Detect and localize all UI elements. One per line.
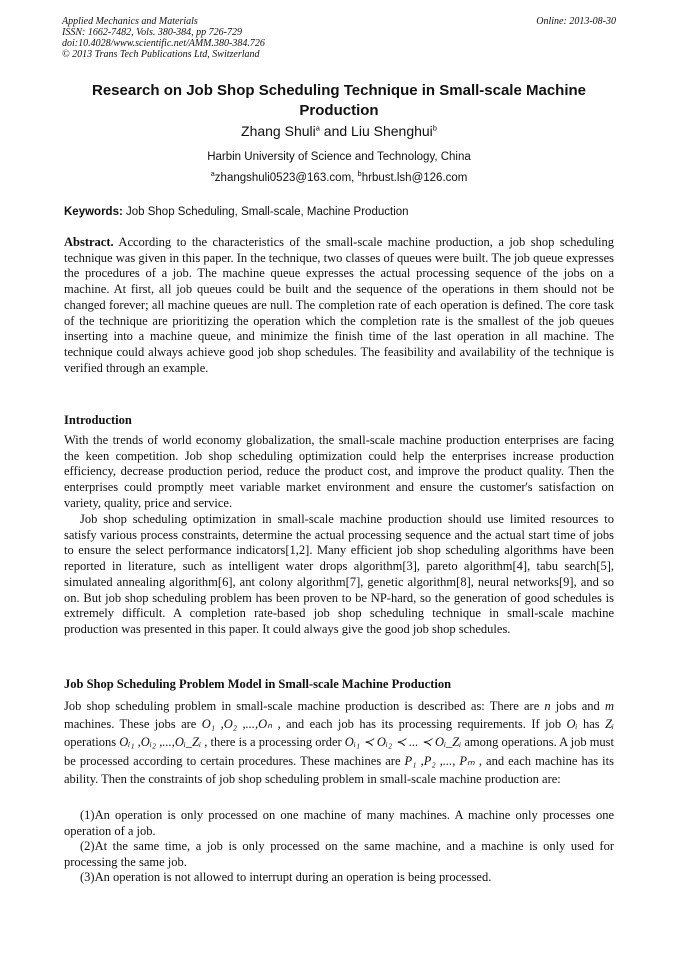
abstract [64,235,614,376]
paper-title: Research on Job Shop Scheduling Technique in Small-scale Machine Production [92,82,586,119]
abstract-text: According to the characteristics of the small-scale machine production, a job shop scheduling technique was given in this paper. In the technique, two classes of queues were built. The job queue expresses the procedures of a job. The machine queue expresses the actual processing sequence of the jobs on a machine. At first, all job queues could be built and the sequence of the operations in them should not be changed forever; all machine queues are null. The completion rate of each operation is defined. The core task of the technique are prioritizing the operation which the completion rate is the smallest of the job queues inserting into a machine queue, and minimize the finish time of the last operation in all machine. The technique could always achieve good job shop schedules. The feasibility and availability of the technique is verified through an example. [64,235,614,375]
online-date: Online: 2013-08-30 [536,16,616,27]
constraint-3: (3)An operation is not allowed to interrupt during an operation is being processed. [80,870,492,884]
keywords-text: Job Shop Scheduling, Small-scale, Machine Production [122,206,409,218]
author-and: and [319,123,352,139]
var-oi: Oᵢ [566,717,578,732]
model-text-3: machines. These jobs are [64,717,202,732]
email-2: hrbust.lsh@126.com [361,172,468,184]
jobs-list-formula: O₁ ,O₂ ,...,Oₙ [201,717,273,732]
email-1-sup: a [210,169,215,179]
issn-line: ISSN: 1662-7482, Vols. 380-384, pp 726-729 [62,27,242,38]
author-2-sup: b [432,123,437,133]
var-m: m [604,699,614,713]
journal-name: Applied Mechanics and Materials [62,16,198,27]
keywords-label: Keywords: [64,206,123,218]
var-n: n [544,699,551,713]
model-text-5: has [577,717,606,732]
model-text-1: Job shop scheduling problem in small-scale machine production is described as: There are [64,699,545,713]
email-line [62,170,616,186]
section-heading-model: Job Shop Scheduling Problem Model in Small-scale Machine Production [64,677,452,691]
abstract-label: Abstract. [64,235,114,249]
email-1: zhangshuli0523@163.com, [214,172,358,184]
doi-line: doi:10.4028/www.scientific.net/AMM.380-384.726 [62,38,265,49]
intro-paragraph-2: Job shop scheduling optimization in small-scale machine production should use limited resources to satisfy various process constraints, determine the actual processing sequence and the actual start time of jobs to ensure the select performance indicators[1,2]. Many efficient job shop scheduling algorithms have been reported in literature, such as intelligent water drops algorithm[3], pareto algorithm[4], tabu search[5], simulated annealing algorithm[6], ant colony algorithm[7], genetic algorithm[8], neural networks[9], and so on. But job shop scheduling problem has been proven to be NP-hard, so the generation of good schedules is extremely difficult. A completion rate-based job shop scheduling technique in small-scale machine production was presented in this paper. It could always give the good job shop schedules. [64,512,614,636]
machines-list-formula: P₁ ,P₂ ,..., Pₘ [404,753,475,768]
section-heading-introduction: Introduction [64,413,132,427]
model-text-9: , and each machine has its ability. Then the constraints of job shop scheduling problem in small-scale machine production are: [64,753,614,786]
author-2: Liu Shenghui [351,123,433,139]
model-text-8: among operations. A job must be processed according to certain procedures. These machines are [64,735,615,768]
operations-list-formula: Oᵢ₁ ,Oᵢ₂ ,...,Oᵢ_Zᵢ [119,735,202,750]
model-text-6: operations [64,735,120,750]
affiliation: Harbin University of Science and Technology, China [207,151,471,163]
model-text-4: , and each job has its processing requirements. If job [272,717,567,732]
intro-paragraph-1: With the trends of world economy globalization, the small-scale machine production enterprises are facing the keen competition. Job shop scheduling optimization could help the enterprises increase production efficiency, decrease production period, reduce the product cost, and improve the product quality. Then the enterprises could promptly meet variable market environment and ensure the customer's satisfaction on variety, quality, price and service. [64,433,614,510]
copyright-line: © 2013 Trans Tech Publications Ltd, Switzerland [62,49,260,60]
keywords [64,205,616,220]
processing-order-formula: Oᵢ₁ ≺ Oᵢ₂ ≺ ... ≺ Oᵢ_Zᵢ [344,735,462,750]
journal-header [62,16,616,60]
author-1: Zhang Shuli [241,123,316,139]
email-2-sup: b [357,169,362,179]
var-zi: Zᵢ [605,717,614,732]
constraint-1: (1)An operation is only processed on one machine of many machines. A machine only processes one operation of a job. [64,808,614,838]
author-line [62,122,616,140]
model-text-2: jobs and [550,699,605,713]
model-paragraph [64,697,614,788]
constraint-2: (2)At the same time, a job is only processed on the same machine, and a machine is only used for processing the same job. [64,839,614,869]
author-1-sup: a [315,123,320,133]
model-text-7: , there is a processing order [201,735,345,750]
